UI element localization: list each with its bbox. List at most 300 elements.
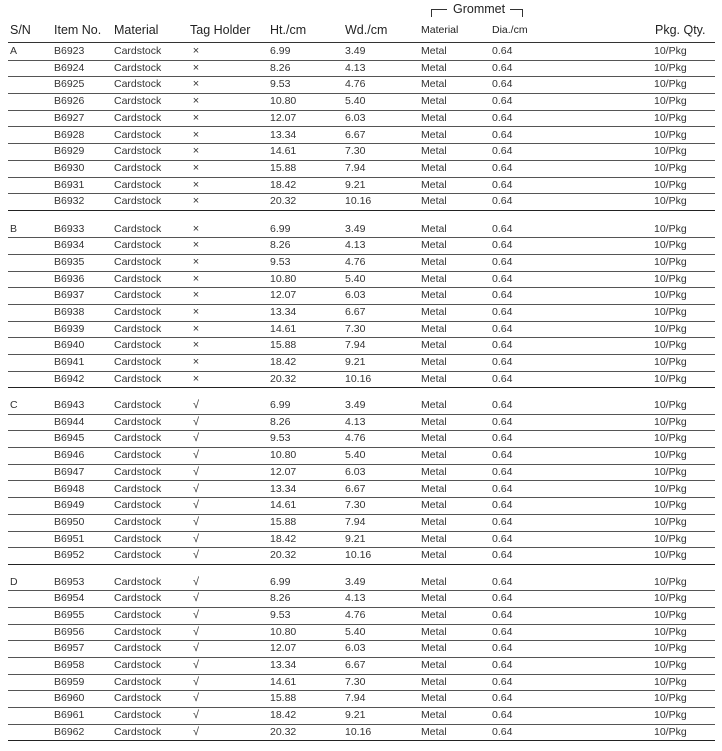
item-no-cell: B6941 xyxy=(54,356,85,369)
grommet-material-cell: Metal xyxy=(421,339,447,352)
item-no-cell: B6955 xyxy=(54,608,85,621)
grommet-dia-cell: 0.64 xyxy=(492,575,513,588)
material-cell: Cardstock xyxy=(114,675,162,688)
check-icon: √ xyxy=(192,499,200,512)
grommet-dia-cell: 0.64 xyxy=(492,255,513,268)
grommet-material-cell: Metal xyxy=(421,549,447,562)
height-cell: 18.42 xyxy=(270,356,297,369)
grommet-dia-cell: 0.64 xyxy=(492,659,513,671)
material-cell: Cardstock xyxy=(114,289,162,302)
material-cell: Cardstock xyxy=(114,499,162,512)
grommet-dia-cell: 0.64 xyxy=(492,322,513,335)
cross-icon: × xyxy=(192,372,200,385)
pkg-qty-cell: 10/Pkg xyxy=(654,608,687,621)
height-cell: 9.53 xyxy=(270,432,291,445)
pkg-qty-cell: 10/Pkg xyxy=(654,415,687,428)
header-grommet-material: Material xyxy=(421,24,459,36)
grommet-material-cell: Metal xyxy=(421,515,447,528)
item-no-cell: B6951 xyxy=(54,532,85,545)
item-no-cell: B6936 xyxy=(54,272,85,285)
pkg-qty-cell: 10/Pkg xyxy=(654,306,687,318)
item-no-cell: B6957 xyxy=(54,642,85,655)
header-material: Material xyxy=(114,23,159,37)
grommet-material-cell: Metal xyxy=(421,95,447,108)
cross-icon: × xyxy=(192,339,200,352)
item-no-cell: B6935 xyxy=(54,255,85,268)
grommet-material-cell: Metal xyxy=(421,432,447,445)
material-cell: Cardstock xyxy=(114,709,162,722)
grommet-dia-cell: 0.64 xyxy=(492,78,513,91)
table-row xyxy=(8,193,715,211)
material-cell: Cardstock xyxy=(114,255,162,268)
pkg-qty-cell: 10/Pkg xyxy=(654,575,687,588)
width-cell: 3.49 xyxy=(345,575,366,588)
width-cell: 5.40 xyxy=(345,625,366,638)
table-row xyxy=(8,143,715,161)
pkg-qty-cell: 10/Pkg xyxy=(654,432,687,445)
material-cell: Cardstock xyxy=(114,372,162,385)
check-icon: √ xyxy=(192,449,200,462)
material-cell: Cardstock xyxy=(114,399,162,411)
table-row xyxy=(8,657,715,675)
item-no-cell: B6961 xyxy=(54,709,85,722)
item-no-cell: B6928 xyxy=(54,128,85,141)
grommet-dia-cell: 0.64 xyxy=(492,195,513,208)
grommet-material-cell: Metal xyxy=(421,289,447,302)
height-cell: 20.32 xyxy=(270,549,297,562)
item-no-cell: B6930 xyxy=(54,161,85,174)
table-row xyxy=(8,690,715,708)
pkg-qty-cell: 10/Pkg xyxy=(654,178,687,191)
height-cell: 10.80 xyxy=(270,272,297,285)
height-cell: 20.32 xyxy=(270,372,297,385)
grommet-dia-cell: 0.64 xyxy=(492,61,513,74)
pkg-qty-cell: 10/Pkg xyxy=(654,449,687,462)
grommet-dia-cell: 0.64 xyxy=(492,725,513,738)
material-cell: Cardstock xyxy=(114,432,162,445)
item-no-cell: B6962 xyxy=(54,725,85,738)
table-row xyxy=(8,60,715,78)
header-grommet-dia: Dia./cm xyxy=(492,24,528,36)
check-icon: √ xyxy=(192,642,200,655)
check-icon: √ xyxy=(192,482,200,495)
grommet-material-cell: Metal xyxy=(421,675,447,688)
grommet-dia-cell: 0.64 xyxy=(492,399,513,411)
table-row xyxy=(8,414,715,432)
grommet-material-cell: Metal xyxy=(421,239,447,252)
grommet-material-cell: Metal xyxy=(421,111,447,124)
cross-icon: × xyxy=(192,289,200,302)
grommet-dia-cell: 0.64 xyxy=(492,372,513,385)
check-icon: √ xyxy=(192,675,200,688)
grommet-material-cell: Metal xyxy=(421,78,447,91)
material-cell: Cardstock xyxy=(114,178,162,191)
material-cell: Cardstock xyxy=(114,692,162,705)
grommet-material-cell: Metal xyxy=(421,499,447,512)
grommet-material-cell: Metal xyxy=(421,625,447,638)
item-no-cell: B6944 xyxy=(54,415,85,428)
height-cell: 15.88 xyxy=(270,692,297,705)
table-row xyxy=(8,574,715,592)
table-row xyxy=(8,674,715,692)
material-cell: Cardstock xyxy=(114,659,162,671)
material-cell: Cardstock xyxy=(114,222,162,235)
grommet-material-cell: Metal xyxy=(421,709,447,722)
grommet-material-cell: Metal xyxy=(421,575,447,588)
height-cell: 20.32 xyxy=(270,725,297,738)
grommet-material-cell: Metal xyxy=(421,322,447,335)
grommet-dia-cell: 0.64 xyxy=(492,675,513,688)
grommet-dia-cell: 0.64 xyxy=(492,608,513,621)
cross-icon: × xyxy=(192,145,200,158)
grommet-material-cell: Metal xyxy=(421,272,447,285)
grommet-material-cell: Metal xyxy=(421,356,447,369)
width-cell: 9.21 xyxy=(345,709,366,722)
table-row xyxy=(8,724,715,742)
grommet-material-cell: Metal xyxy=(421,372,447,385)
item-no-cell: B6934 xyxy=(54,239,85,252)
grommet-dia-cell: 0.64 xyxy=(492,161,513,174)
width-cell: 6.67 xyxy=(345,128,366,141)
grommet-dia-cell: 0.64 xyxy=(492,339,513,352)
width-cell: 4.13 xyxy=(345,592,366,605)
width-cell: 4.13 xyxy=(345,61,366,74)
height-cell: 12.07 xyxy=(270,465,297,478)
width-cell: 10.16 xyxy=(345,372,372,385)
grommet-dia-cell: 0.64 xyxy=(492,272,513,285)
width-cell: 6.67 xyxy=(345,659,366,671)
grommet-dia-cell: 0.64 xyxy=(492,289,513,302)
height-cell: 13.34 xyxy=(270,128,297,141)
material-cell: Cardstock xyxy=(114,608,162,621)
width-cell: 7.94 xyxy=(345,692,366,705)
table-row xyxy=(8,497,715,515)
height-cell: 13.34 xyxy=(270,306,297,318)
grommet-material-cell: Metal xyxy=(421,399,447,411)
cross-icon: × xyxy=(192,178,200,191)
width-cell: 4.13 xyxy=(345,415,366,428)
material-cell: Cardstock xyxy=(114,515,162,528)
width-cell: 6.03 xyxy=(345,642,366,655)
grommet-bracket-left xyxy=(431,9,447,17)
material-cell: Cardstock xyxy=(114,61,162,74)
pkg-qty-cell: 10/Pkg xyxy=(654,161,687,174)
material-cell: Cardstock xyxy=(114,465,162,478)
grommet-dia-cell: 0.64 xyxy=(492,95,513,108)
width-cell: 4.76 xyxy=(345,608,366,621)
cross-icon: × xyxy=(192,128,200,141)
cross-icon: × xyxy=(192,95,200,108)
table-row xyxy=(8,640,715,658)
pkg-qty-cell: 10/Pkg xyxy=(654,272,687,285)
height-cell: 9.53 xyxy=(270,255,291,268)
table-row xyxy=(8,624,715,642)
grommet-dia-cell: 0.64 xyxy=(492,642,513,655)
pkg-qty-cell: 10/Pkg xyxy=(654,289,687,302)
check-icon: √ xyxy=(192,709,200,722)
item-no-cell: B6946 xyxy=(54,449,85,462)
item-no-cell: B6959 xyxy=(54,675,85,688)
sn-cell: A xyxy=(10,45,18,57)
grommet-bracket-right xyxy=(510,9,523,17)
pkg-qty-cell: 10/Pkg xyxy=(654,372,687,385)
check-icon: √ xyxy=(192,432,200,445)
table-row xyxy=(8,43,715,61)
width-cell: 3.49 xyxy=(345,399,366,411)
table-row xyxy=(8,547,715,565)
table-row xyxy=(8,371,715,389)
height-cell: 14.61 xyxy=(270,322,297,335)
width-cell: 9.21 xyxy=(345,178,366,191)
width-cell: 7.30 xyxy=(345,675,366,688)
pkg-qty-cell: 10/Pkg xyxy=(654,239,687,252)
header-height: Ht./cm xyxy=(270,23,307,37)
pkg-qty-cell: 10/Pkg xyxy=(654,399,687,411)
width-cell: 6.67 xyxy=(345,482,366,495)
material-cell: Cardstock xyxy=(114,111,162,124)
width-cell: 3.49 xyxy=(345,45,366,57)
height-cell: 15.88 xyxy=(270,161,297,174)
width-cell: 7.30 xyxy=(345,145,366,158)
item-no-cell: B6947 xyxy=(54,465,85,478)
item-no-cell: B6929 xyxy=(54,145,85,158)
cross-icon: × xyxy=(192,161,200,174)
material-cell: Cardstock xyxy=(114,322,162,335)
grommet-material-cell: Metal xyxy=(421,642,447,655)
grommet-dia-cell: 0.64 xyxy=(492,625,513,638)
grommet-material-cell: Metal xyxy=(421,306,447,318)
grommet-dia-cell: 0.64 xyxy=(492,499,513,512)
grommet-dia-cell: 0.64 xyxy=(492,449,513,462)
grommet-material-cell: Metal xyxy=(421,608,447,621)
table-row xyxy=(8,287,715,305)
width-cell: 10.16 xyxy=(345,195,372,208)
check-icon: √ xyxy=(192,625,200,638)
table-row xyxy=(8,481,715,499)
check-icon: √ xyxy=(192,465,200,478)
header-width: Wd./cm xyxy=(345,23,388,37)
cross-icon: × xyxy=(192,356,200,369)
width-cell: 6.67 xyxy=(345,306,366,318)
width-cell: 6.03 xyxy=(345,465,366,478)
width-cell: 6.03 xyxy=(345,111,366,124)
height-cell: 13.34 xyxy=(270,659,297,671)
height-cell: 8.26 xyxy=(270,61,291,74)
grommet-dia-cell: 0.64 xyxy=(492,356,513,369)
item-no-cell: B6924 xyxy=(54,61,85,74)
grommet-material-cell: Metal xyxy=(421,659,447,671)
grommet-material-cell: Metal xyxy=(421,195,447,208)
grommet-material-cell: Metal xyxy=(421,725,447,738)
item-no-cell: B6938 xyxy=(54,306,85,318)
material-cell: Cardstock xyxy=(114,642,162,655)
table-row xyxy=(8,76,715,94)
grommet-material-cell: Metal xyxy=(421,482,447,495)
pkg-qty-cell: 10/Pkg xyxy=(654,675,687,688)
check-icon: √ xyxy=(192,515,200,528)
width-cell: 6.03 xyxy=(345,289,366,302)
material-cell: Cardstock xyxy=(114,128,162,141)
table-row xyxy=(8,177,715,195)
grommet-material-cell: Metal xyxy=(421,45,447,57)
grommet-dia-cell: 0.64 xyxy=(492,178,513,191)
height-cell: 12.07 xyxy=(270,111,297,124)
height-cell: 6.99 xyxy=(270,222,291,235)
table-row xyxy=(8,237,715,255)
table-row xyxy=(8,354,715,372)
pkg-qty-cell: 10/Pkg xyxy=(654,692,687,705)
height-cell: 14.61 xyxy=(270,499,297,512)
table-row xyxy=(8,447,715,465)
grommet-dia-cell: 0.64 xyxy=(492,532,513,545)
grommet-dia-cell: 0.64 xyxy=(492,692,513,705)
grommet-dia-cell: 0.64 xyxy=(492,306,513,318)
table-row xyxy=(8,707,715,725)
header-tag-holder: Tag Holder xyxy=(190,23,251,37)
pkg-qty-cell: 10/Pkg xyxy=(654,195,687,208)
material-cell: Cardstock xyxy=(114,45,162,57)
table-row xyxy=(8,514,715,532)
height-cell: 20.32 xyxy=(270,195,297,208)
grommet-material-cell: Metal xyxy=(421,128,447,141)
cross-icon: × xyxy=(192,111,200,124)
grommet-material-cell: Metal xyxy=(421,692,447,705)
table-row xyxy=(8,254,715,272)
pkg-qty-cell: 10/Pkg xyxy=(654,532,687,545)
material-cell: Cardstock xyxy=(114,339,162,352)
item-no-cell: B6958 xyxy=(54,659,85,671)
width-cell: 4.76 xyxy=(345,255,366,268)
width-cell: 4.76 xyxy=(345,78,366,91)
check-icon: √ xyxy=(192,592,200,605)
table-row xyxy=(8,304,715,322)
material-cell: Cardstock xyxy=(114,449,162,462)
item-no-cell: B6948 xyxy=(54,482,85,495)
pkg-qty-cell: 10/Pkg xyxy=(654,145,687,158)
height-cell: 9.53 xyxy=(270,78,291,91)
table-row xyxy=(8,430,715,448)
item-no-cell: B6942 xyxy=(54,372,85,385)
width-cell: 4.13 xyxy=(345,239,366,252)
height-cell: 15.88 xyxy=(270,339,297,352)
grommet-dia-cell: 0.64 xyxy=(492,549,513,562)
pkg-qty-cell: 10/Pkg xyxy=(654,549,687,562)
pkg-qty-cell: 10/Pkg xyxy=(654,45,687,57)
pkg-qty-cell: 10/Pkg xyxy=(654,339,687,352)
material-cell: Cardstock xyxy=(114,532,162,545)
item-no-cell: B6923 xyxy=(54,45,85,57)
height-cell: 10.80 xyxy=(270,449,297,462)
cross-icon: × xyxy=(192,222,200,235)
item-no-cell: B6956 xyxy=(54,625,85,638)
item-no-cell: B6932 xyxy=(54,195,85,208)
width-cell: 7.94 xyxy=(345,515,366,528)
material-cell: Cardstock xyxy=(114,195,162,208)
height-cell: 6.99 xyxy=(270,575,291,588)
pkg-qty-cell: 10/Pkg xyxy=(654,222,687,235)
item-no-cell: B6933 xyxy=(54,222,85,235)
width-cell: 5.40 xyxy=(345,449,366,462)
item-no-cell: B6952 xyxy=(54,549,85,562)
check-icon: √ xyxy=(192,532,200,545)
grommet-material-cell: Metal xyxy=(421,161,447,174)
grommet-dia-cell: 0.64 xyxy=(492,432,513,445)
sn-cell: C xyxy=(10,399,18,411)
item-no-cell: B6950 xyxy=(54,515,85,528)
item-no-cell: B6960 xyxy=(54,692,85,705)
pkg-qty-cell: 10/Pkg xyxy=(654,725,687,738)
grommet-material-cell: Metal xyxy=(421,415,447,428)
item-no-cell: B6943 xyxy=(54,399,85,411)
material-cell: Cardstock xyxy=(114,145,162,158)
width-cell: 10.16 xyxy=(345,725,372,738)
check-icon: √ xyxy=(192,659,200,671)
grommet-material-cell: Metal xyxy=(421,145,447,158)
grommet-material-cell: Metal xyxy=(421,449,447,462)
grommet-dia-cell: 0.64 xyxy=(492,515,513,528)
material-cell: Cardstock xyxy=(114,239,162,252)
material-cell: Cardstock xyxy=(114,95,162,108)
material-cell: Cardstock xyxy=(114,161,162,174)
height-cell: 10.80 xyxy=(270,95,297,108)
height-cell: 9.53 xyxy=(270,608,291,621)
grommet-dia-cell: 0.64 xyxy=(492,128,513,141)
grommet-dia-cell: 0.64 xyxy=(492,592,513,605)
cross-icon: × xyxy=(192,239,200,252)
grommet-dia-cell: 0.64 xyxy=(492,222,513,235)
pkg-qty-cell: 10/Pkg xyxy=(654,465,687,478)
grommet-dia-cell: 0.64 xyxy=(492,482,513,495)
cross-icon: × xyxy=(192,45,200,57)
item-no-cell: B6931 xyxy=(54,178,85,191)
pkg-qty-cell: 10/Pkg xyxy=(654,642,687,655)
table-row xyxy=(8,590,715,608)
item-no-cell: B6954 xyxy=(54,592,85,605)
check-icon: √ xyxy=(192,575,200,588)
height-cell: 12.07 xyxy=(270,642,297,655)
pkg-qty-cell: 10/Pkg xyxy=(654,499,687,512)
sn-cell: B xyxy=(10,222,18,235)
pkg-qty-cell: 10/Pkg xyxy=(654,515,687,528)
check-icon: √ xyxy=(192,608,200,621)
pkg-qty-cell: 10/Pkg xyxy=(654,592,687,605)
table-row xyxy=(8,271,715,289)
pkg-qty-cell: 10/Pkg xyxy=(654,356,687,369)
grommet-dia-cell: 0.64 xyxy=(492,709,513,722)
height-cell: 6.99 xyxy=(270,399,291,411)
grommet-material-cell: Metal xyxy=(421,592,447,605)
header-grommet: Grommet xyxy=(453,2,506,16)
item-no-cell: B6927 xyxy=(54,111,85,124)
width-cell: 7.30 xyxy=(345,322,366,335)
item-no-cell: B6939 xyxy=(54,322,85,335)
grommet-dia-cell: 0.64 xyxy=(492,415,513,428)
item-no-cell: B6925 xyxy=(54,78,85,91)
material-cell: Cardstock xyxy=(114,482,162,495)
material-cell: Cardstock xyxy=(114,356,162,369)
height-cell: 18.42 xyxy=(270,532,297,545)
material-cell: Cardstock xyxy=(114,592,162,605)
pkg-qty-cell: 10/Pkg xyxy=(654,659,687,671)
table-row xyxy=(8,160,715,178)
material-cell: Cardstock xyxy=(114,306,162,318)
width-cell: 5.40 xyxy=(345,95,366,108)
item-no-cell: B6945 xyxy=(54,432,85,445)
grommet-dia-cell: 0.64 xyxy=(492,465,513,478)
sn-cell: D xyxy=(10,575,18,588)
width-cell: 7.94 xyxy=(345,161,366,174)
pkg-qty-cell: 10/Pkg xyxy=(654,482,687,495)
